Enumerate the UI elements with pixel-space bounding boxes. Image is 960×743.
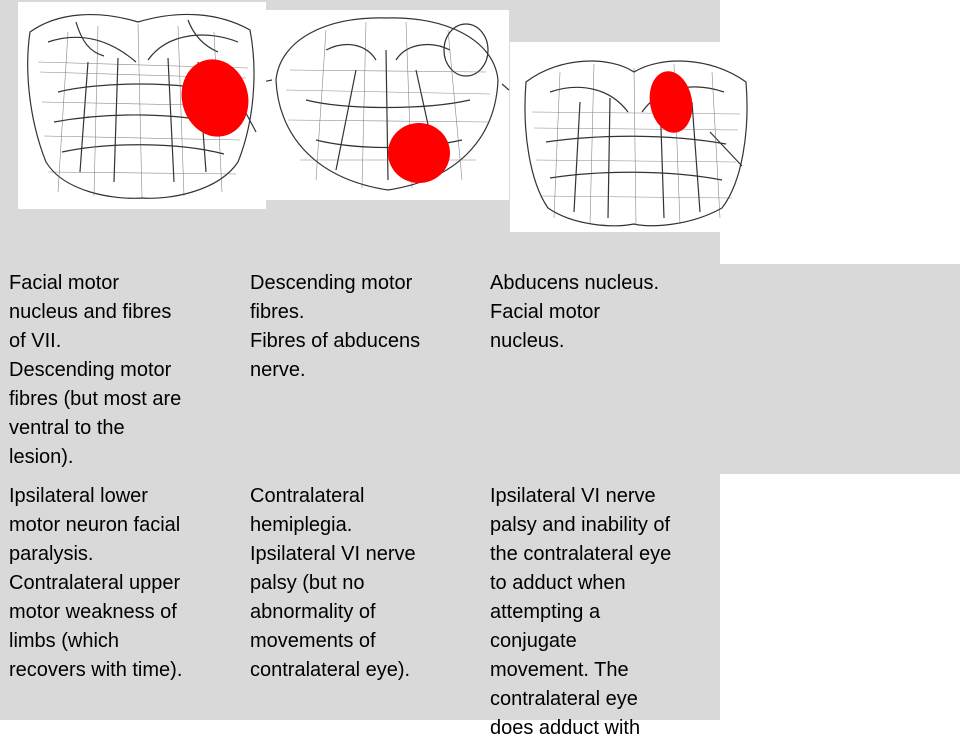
pons-section-figure-1 (18, 2, 266, 209)
lesion-marker-1 (173, 52, 257, 144)
deficits-cell-3: Ipsilateral VI nerve palsy and inability of the contralateral eye to adduct when attempting a conjugate movement. The contralateral eye does adduct with (490, 485, 672, 739)
deficits-cell-1: Ipsilateral lower motor neuron facial paralysis. Contralateral upper motor weakness of limbs (which recovers with time). (9, 485, 183, 681)
structures-cell-1: Facial motor nucleus and fibres of VII. Descending motor fibres (but most are ventral to the lesion). (9, 272, 182, 468)
deficits-cell-2: Contralateral hemiplegia. Ipsilateral VI nerve palsy (but no abnormality of movements of contralateral eye). (250, 485, 416, 681)
pons-section-drawing-1 (18, 2, 266, 209)
lesion-marker-3 (645, 68, 697, 136)
pons-section-drawing-3 (510, 42, 760, 232)
lesion-marker-2 (388, 123, 450, 183)
pons-section-figure-2 (266, 10, 509, 200)
structures-cell-2: Descending motor fibres. Fibres of abducens nerve. (250, 272, 421, 381)
table-background-row-extension (720, 264, 960, 474)
pons-section-figure-3 (510, 42, 760, 232)
pons-section-drawing-2 (266, 10, 509, 200)
structures-cell-3: Abducens nucleus. Facial motor nucleus. (490, 272, 660, 352)
